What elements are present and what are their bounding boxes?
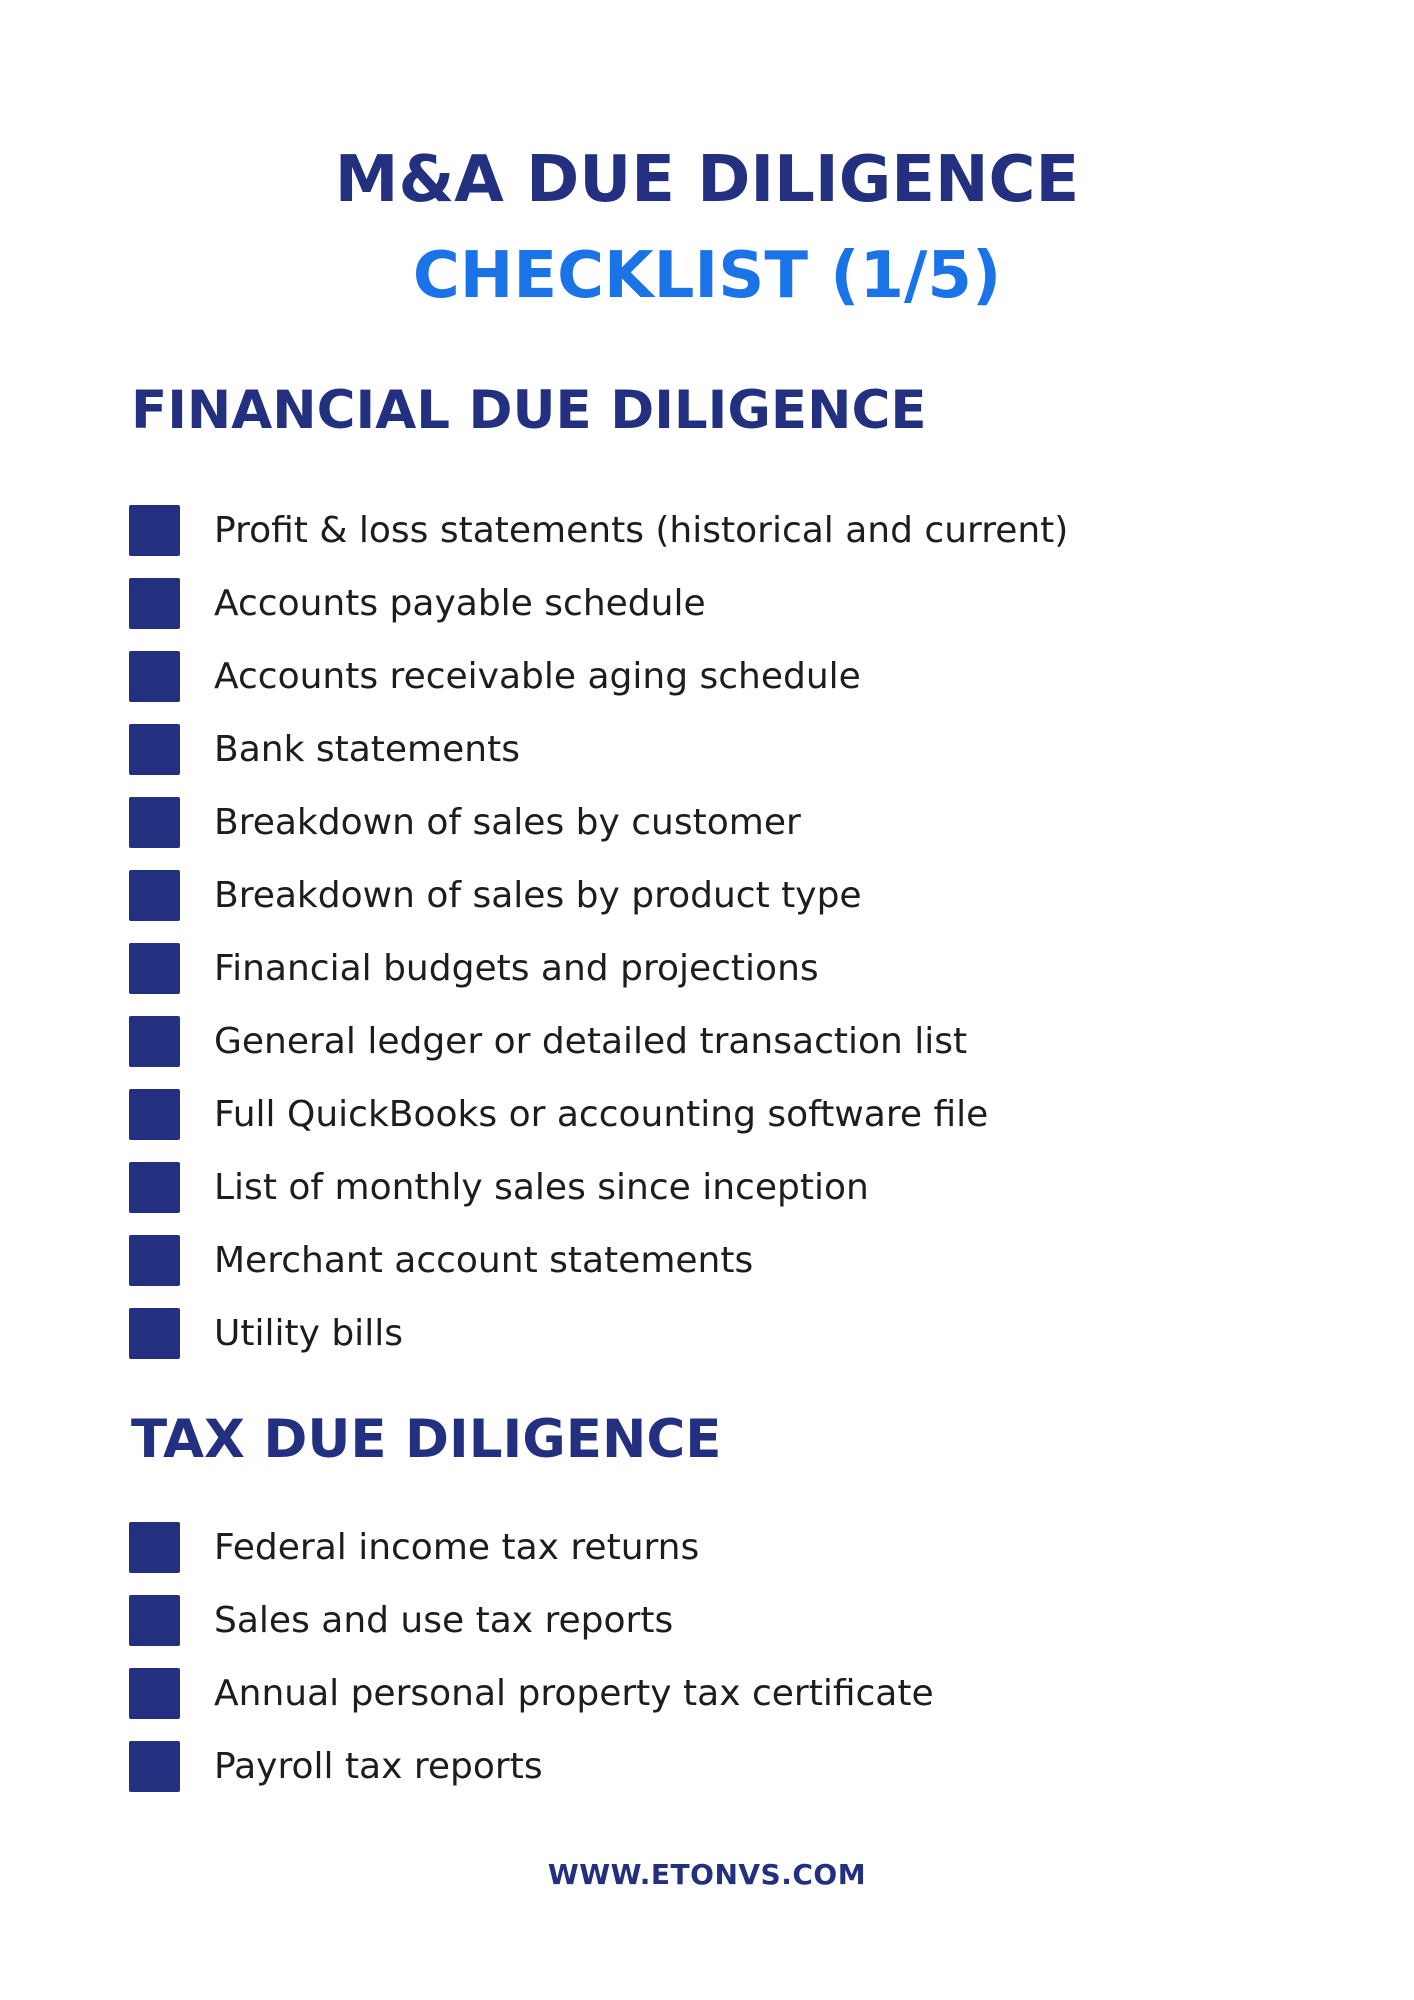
checklist-item-label: Full QuickBooks or accounting software file (214, 1094, 989, 1135)
checkbox[interactable] (129, 1235, 180, 1286)
checkbox[interactable] (129, 1668, 180, 1719)
checkbox[interactable] (129, 1016, 180, 1067)
checkbox[interactable] (129, 724, 180, 775)
checkbox[interactable] (129, 505, 180, 556)
section-heading-tax: TAX DUE DILIGENCE (131, 1409, 722, 1470)
checklist-item-label: Breakdown of sales by customer (214, 802, 801, 843)
page-subtitle: CHECKLIST (1/5) (412, 239, 1002, 313)
checklist-item-label: Breakdown of sales by product type (214, 875, 862, 916)
checkbox[interactable] (129, 797, 180, 848)
checkbox[interactable] (129, 870, 180, 921)
checkbox[interactable] (129, 943, 180, 994)
checklist-item-label: Profit & loss statements (historical and current) (214, 510, 1069, 551)
page-title: M&A DUE DILIGENCE (334, 143, 1080, 217)
checklist-item-label: Merchant account statements (214, 1240, 754, 1281)
checklist-item-label: List of monthly sales since inception (214, 1167, 869, 1208)
section-heading-financial: FINANCIAL DUE DILIGENCE (131, 380, 927, 441)
checkbox[interactable] (129, 1308, 180, 1359)
checklist-item-label: Financial budgets and projections (214, 948, 819, 989)
checklist-item-label: Utility bills (214, 1313, 403, 1354)
footer-website-link[interactable]: WWW.ETONVS.COM (547, 1858, 867, 1891)
checklist-item-label: Accounts receivable aging schedule (214, 656, 861, 697)
checkbox[interactable] (129, 1741, 180, 1792)
checkbox[interactable] (129, 1595, 180, 1646)
checklist-item-label: Accounts payable schedule (214, 583, 706, 624)
checkbox[interactable] (129, 578, 180, 629)
checklist-item-label: Sales and use tax reports (214, 1600, 674, 1641)
checkbox[interactable] (129, 1522, 180, 1573)
checklist-item-label: Federal income tax returns (214, 1527, 700, 1568)
checklist-item-label: Annual personal property tax certificate (214, 1673, 934, 1714)
checkbox[interactable] (129, 651, 180, 702)
checklist-item-label: General ledger or detailed transaction list (214, 1021, 968, 1062)
checkbox[interactable] (129, 1089, 180, 1140)
checkbox[interactable] (129, 1162, 180, 1213)
checklist-item-label: Payroll tax reports (214, 1746, 543, 1787)
checklist-item-label: Bank statements (214, 729, 520, 770)
